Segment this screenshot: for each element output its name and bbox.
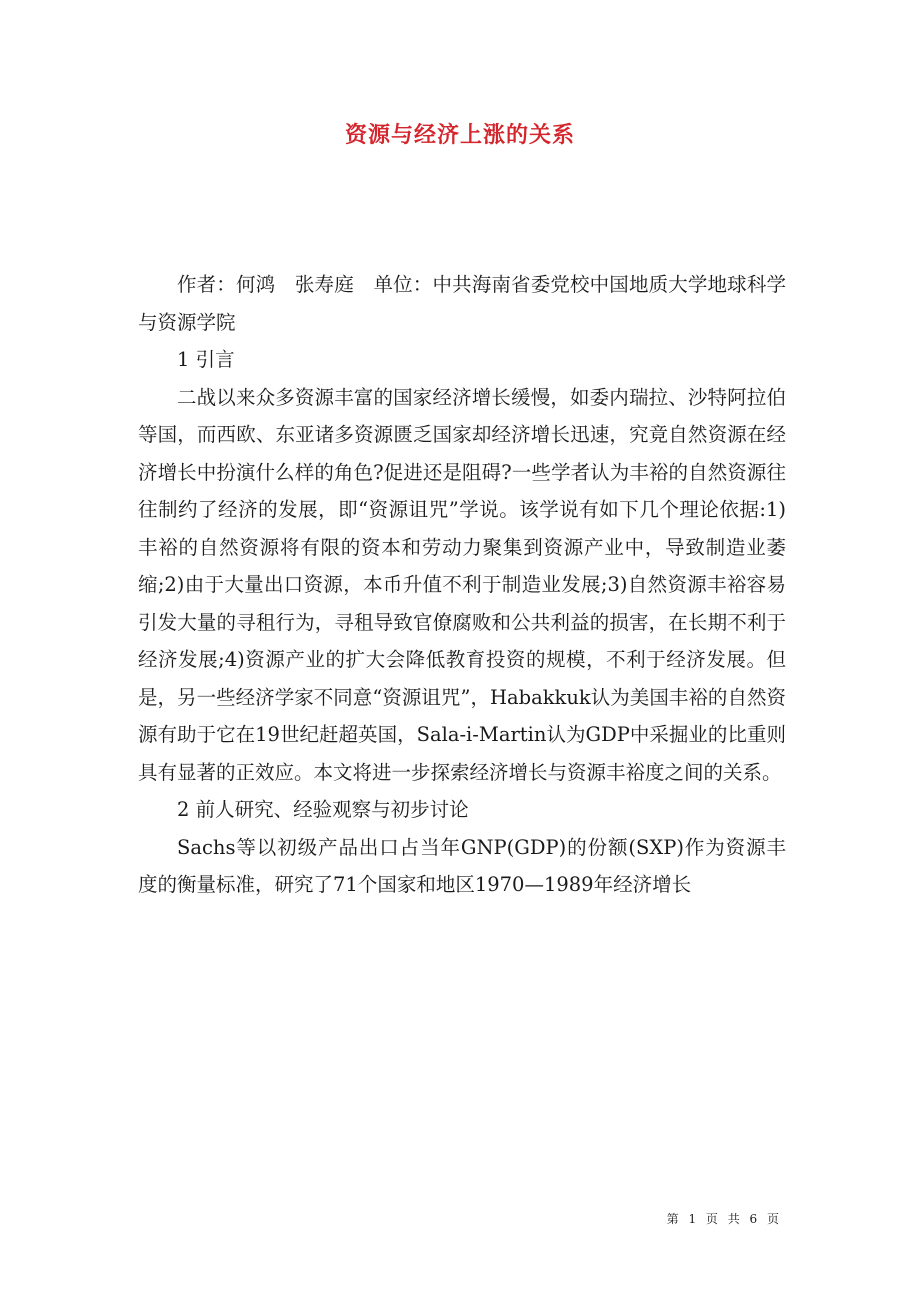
- section-heading-introduction: 1 引言: [177, 348, 235, 371]
- body-paragraph: Sachs等以初级产品出口占当年GNP(GDP)的份额(SXP)作为资源丰度的衡量标准，研究了71个国家和地区1970—1989年经济增长: [138, 835, 786, 896]
- page-number: 第 1 页 共 6 页: [666, 1212, 782, 1226]
- section-heading-previous-research: 2 前人研究、经验观察与初步讨论: [177, 798, 469, 821]
- document-body: [138, 266, 786, 904]
- body-paragraph: 二战以来众多资源丰富的国家经济增长缓慢，如委内瑞拉、沙特阿拉伯等国，而西欧、东亚诸多资源匮乏国家却经济增长迅速，究竟自然资源在经济增长中扮演什么样的角色?促进还是阻碍?一些学者认为丰裕的自然资源往往制约了经济的发展，即“资源诅咒”学说。该学说有如下几个理论依据:1)丰裕的自然资源将有限的资本和劳动力聚集到资源产业中，导致制造业萎缩;2)由于大量出口资源，本币升值不利于制造业发展;3)自然资源丰裕容易引发大量的寻租行为，寻租导致官僚腐败和公共利益的损害，在长期不利于经济发展;4)资源产业的扩大会降低教育投资的规模，不利于经济发展。但是，另一些经济学家不同意“资源诅咒”，Habakkuk认为美国丰裕的自然资源有助于它在19世纪赶超英国，Sala-i-Martin认为GDP中采掘业的比重则具有显著的正效应。本文将进一步探索经济增长与资源丰裕度之间的关系。: [138, 385, 786, 784]
- document-title: 资源与经济上涨的关系: [344, 122, 575, 148]
- author-line: 作者：何鸿 张寿庭 单位：中共海南省委党校中国地质大学地球科学与资源学院: [138, 273, 786, 334]
